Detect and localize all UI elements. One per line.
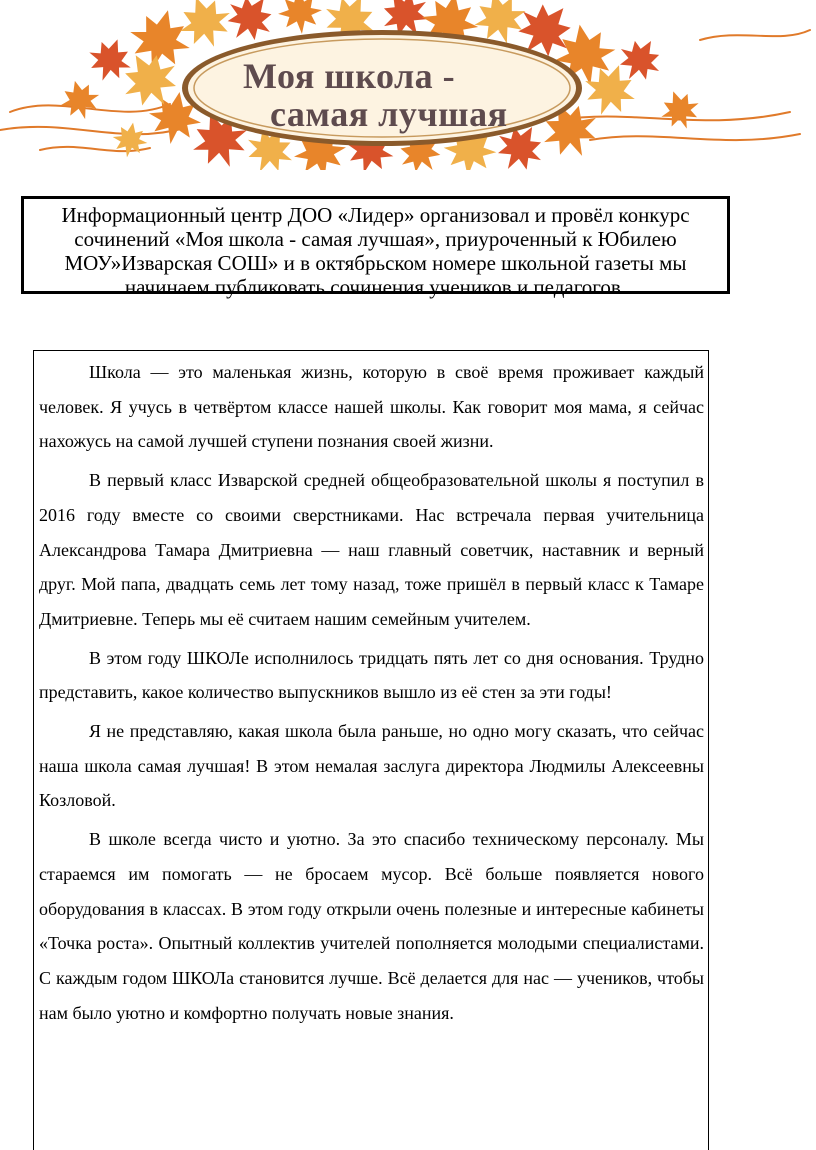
intro-announcement-box [21,196,730,299]
essay-box [33,350,709,1150]
banner-title-line2: самая лучшая [270,94,508,134]
intro-text: Информационный центр ДОО «Лидер» организовал и провёл конкурс сочинений «Моя школа - самая лучшая», приуроченный к Юбилею МОУ»Изварская СОШ» и в октябрьском номере школьной газеты мы начинаем публиковать сочинения учеников и педагогов. [61,203,690,299]
autumn-leaves-banner [0,0,816,170]
essay-paragraph: В первый класс Изварской средней общеобразовательной школы я поступил в 2016 году вместе со своими сверстниками. Нас встречала первая учительница Александрова Тамара Дмитриевна — наш главный советчик, наставник и верный друг. Мой папа, двадцать семь лет тому назад, тоже пришёл в первый класс к Тамаре Дмитриевне. Теперь мы её считаем нашим семейным учителем. [39,470,704,629]
banner-title-line1: Моя школа - [243,56,456,96]
essay-paragraph: В этом году ШКОЛе исполнилось тридцать пять лет со дня основания. Трудно представить, какое количество выпускников вышло из её стен за эти годы! [39,647,704,703]
essay-paragraph: Я не представляю, какая школа была раньше, но одно могу сказать, что сейчас наша школа самая лучшая! В этом немалая заслуга директора Людмилы Алексеевны Козловой. [39,721,704,811]
essay-paragraph: Школа — это маленькая жизнь, которую в своё время проживает каждый человек. Я учусь в четвёртом классе нашей школы. Как говорит моя мама, я сейчас нахожусь на самой лучшей ступени познания своей жизни. [39,362,704,452]
essay-paragraph: В школе всегда чисто и уютно. За это спасибо техническому персоналу. Мы стараемся им помогать — не бросаем мусор. Всё больше появляется нового оборудования в классах. В этом году открыли очень полезные и интересные кабинеты «Точка роста». Опытный коллектив учителей пополняется молодыми специалистами. С каждым годом ШКОЛа становится лучше. Всё делается для нас — учеников, чтобы нам было уютно и комфортно получать новые знания. [39,829,704,1023]
